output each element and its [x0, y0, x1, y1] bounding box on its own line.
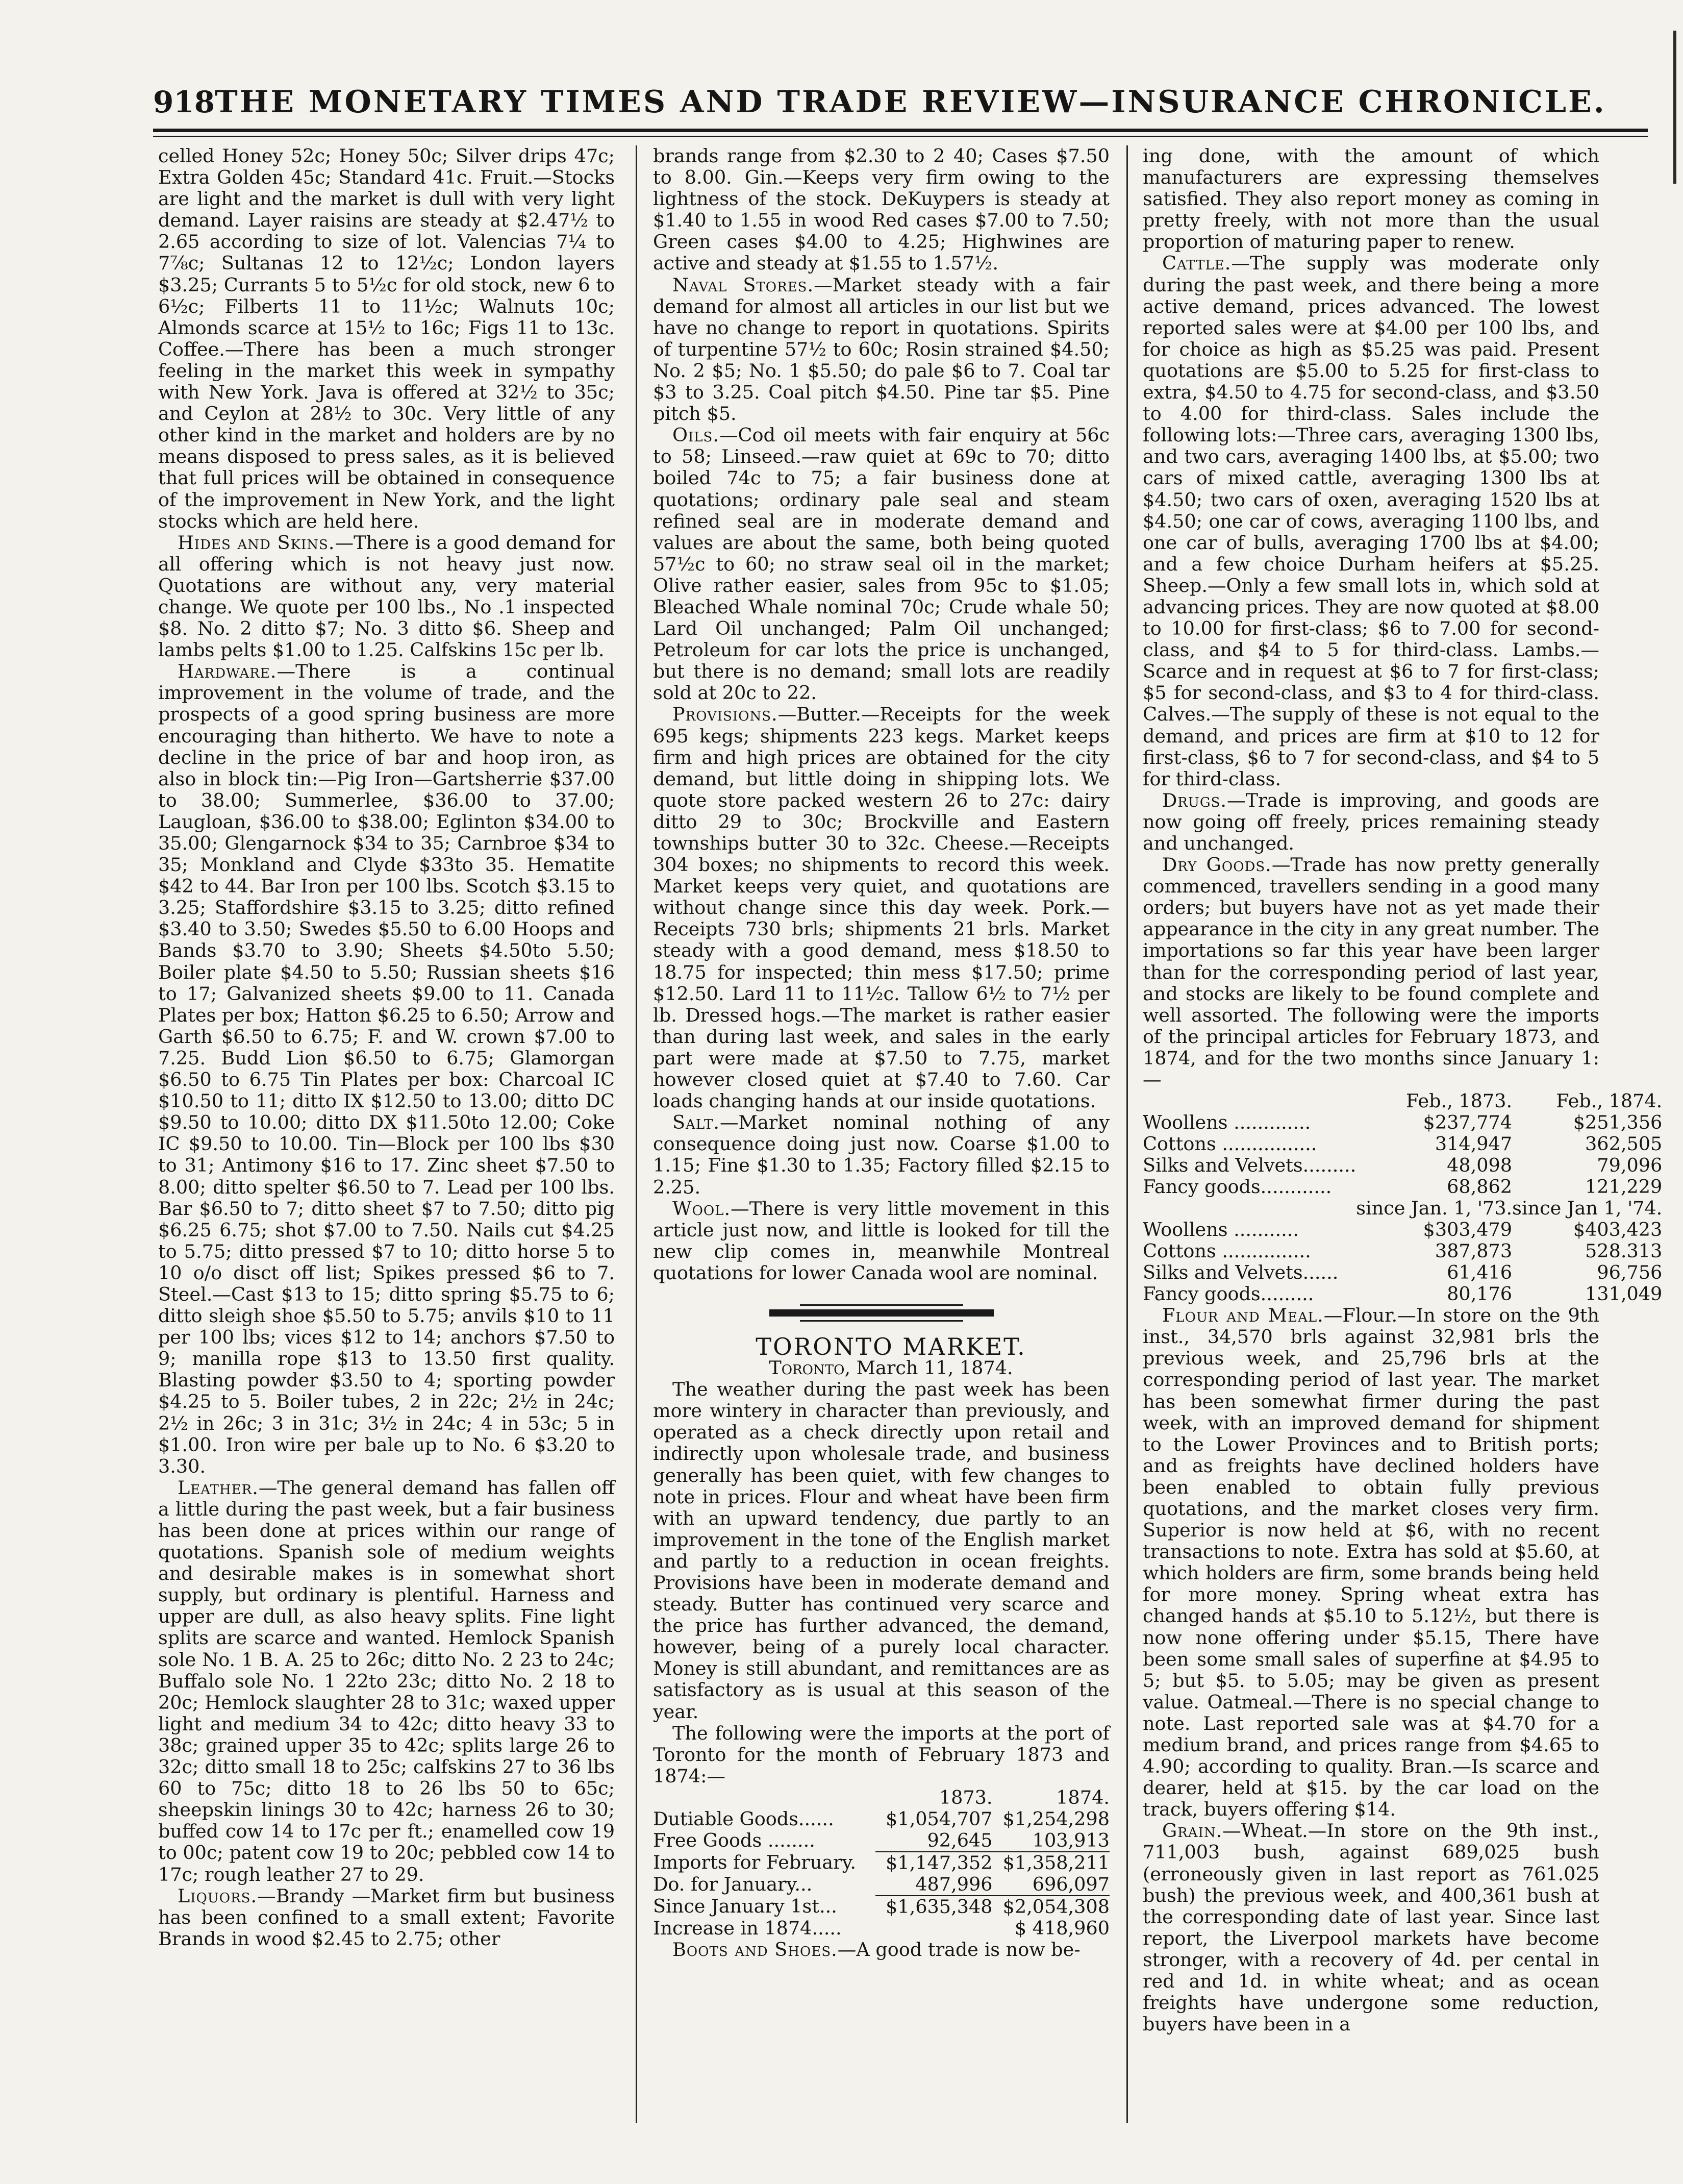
table-row: Silks and Velvets......... 48,098 79,096	[1143, 1154, 1663, 1177]
table-row: Increase in 1874..... $ 418,960	[653, 1917, 1110, 1939]
running-head: THE MONETARY TIMES AND TRADE REVIEW—INSURANCE CHRONICLE.	[215, 84, 1606, 120]
market-paragraph: Boots and Shoes.—A good trade is now be-	[672, 1938, 1081, 1960]
header-rule-thin	[153, 136, 1648, 137]
table-row: Fancy goods......... 80,176 131,049	[1143, 1283, 1663, 1305]
page-edge-mark	[1673, 31, 1676, 184]
table-header-row	[653, 1787, 1110, 1808]
section-heading: TORONTO MARKET.	[756, 1332, 1026, 1360]
table-header: 1873.	[939, 1786, 993, 1808]
market-paragraph: Drugs.—Trade is improving, and goods are now going off freely, prices remaining steady and unchanged.	[1143, 789, 1599, 854]
market-paragraph: Cattle.—The supply was moderate only during the past week, and there being a more active demand, prices advanced. The lowest reported sales were at $4.00 per 100 lbs, and for choice as high as $5.25 was paid. Present quotations are $5.00 to 5.25 for first-class to extra, $4.50 to 4.75 for second-class, and $3.50 to 4.00 for third-class. Sales include the following lots:—Three cars, averaging 1300 lbs, and two cars, averaging 1400 lbs, at $5.00; two cars of mixed cattle, averaging 1300 lbs at $4.50; two cars of oxen, averaging 1520 lbs at $4.50; one car of cows, averaging 1100 lbs, and one car of bulls, averaging 1700 lbs at $4.00; and a few choice Durham heifers at $5.25. Sheep.—Only a few small lots in, which sold at advancing prices. They are now quoted at $8.00 to 10.00 for first-class; $6 to 7.00 for second-class, and $4 to 5 for third-class. Lambs.—Scarce and in request at $6 to 7 for first-class; $5 for second-class, and $3 to 4 for third-class. Calves.—The supply of these is not equal to the demand, and prices are firm at $10 to 12 for first-class, $6 to 7 for second-class, and $4 to 5 for third-class.	[1143, 252, 1600, 790]
table-row: Fancy goods............ 68,862 121,229	[1143, 1176, 1663, 1198]
table-row: Imports for February. $1,147,352 $1,358,211	[653, 1851, 1110, 1874]
dateline: Toronto, March 11, 1874.	[769, 1357, 1013, 1379]
table-row: Dutiable Goods...... $1,054,707 $1,254,298	[653, 1807, 1110, 1830]
market-paragraph: Hardware.—There is a continual improvement in the volume of trade, and the prospects of a good spring business are more encouraging than hitherto. We have to note a decline in the price of bar and hoop iron, as also in block tin:—Pig Iron—Gartsherrie $37.00 to 38.00; Summerlee, $36.00 to 37.00; Laugloan, $36.00 to $38.00; Eglinton $34.00 to 35.00; Glengarnock $34 to 35; Carnbroe $34 to 35; Monkland and Clyde $33to 35. Hematite $42 to 44. Bar Iron per 100 lbs. Scotch $3.15 to 3.25; Staffordshire $3.15 to 3.25; ditto refined $3.40 to 3.50; Swedes $5.50 to 6.00 Hoops and Bands $3.70 to 3.90; Sheets $4.50to 5.50; Boiler plate $4.50 to 5.50; Russian sheets $16 to 17; Galvanized sheets $9.00 to 11. Canada Plates per box; Hatton $6.25 to 6.50; Arrow and Garth $6.50 to 6.75; F. and W. crown $7.00 to 7.25. Budd Lion $6.50 to 6.75; Glamorgan $6.50 to 6.75 Tin Plates per box: Charcoal IC $10.50 to 11; ditto IX $12.50 to 13.00; ditto DC $9.50 to 10.00; ditto DX $11.50to 12.00; Coke IC $9.50 to 10.00. Tin—Block per 100 lbs $30 to 31; Antimony $16 to 17. Zinc sheet $7.50 to 8.00; ditto spelter $6.50 to 7. Lead per 100 lbs. Bar $6.50 to 7; ditto sheet $7 to 7.50; ditto pig $6.25 6.75; shot $7.00 to 7.50. Nails cut $4.25 to 5.75; ditto pressed $7 to 10; ditto horse 5 to 10 o/o disct off list; Spikes pressed $6 to 7. Steel.—Cast $13 to 15; ditto spring $5.75 to 6; ditto sleigh shoe $5.50 to 5.75; anvils $10 to 11 per 100 lbs; vices $12 to 14; anchors $7.50 to 9; manilla rope $13 to 13.50 first quality. Blasting powder $3.50 to 4; sporting powder $4.25 to 5. Boiler tubes, 2 in 22c; 2½ in 24c; 2½ in 26c; 3 in 31c; 3½ in 24c; 4 in 53c; 5 in $1.00. Iron wire per bale up to No. 6 $3.20 to 3.30.	[158, 660, 615, 1477]
table-row: Cottons ................ 314,947 362,505	[1143, 1133, 1663, 1155]
table-row: Free Goods ........ 92,645 103,913	[653, 1829, 1110, 1852]
table-header: since Jan. 1, '73.	[1356, 1197, 1513, 1220]
market-paragraph: ing done, with the amount of which manufacturers are expressing themselves satisfied. They also report money as coming in pretty freely, with not more than the usual proportion of maturing paper to renew.	[1143, 145, 1599, 253]
table-row: Woollens ............. $237,774 $251,356	[1143, 1111, 1663, 1134]
page-header	[153, 71, 1606, 133]
header-rule-thick	[153, 129, 1648, 132]
market-paragraph: Dry Goods.—Trade has now pretty generally commenced, travellers sending in a good many orders; but buyers have not as yet made their appearance in the city in any great number. The importations so far this year have been larger than for the corresponding period of last year, and stocks are likely to be found complete and well assorted. The following were the imports of the principal articles for February 1873, and 1874, and for the two months since January 1:—	[1143, 854, 1599, 1091]
market-paragraph: Salt.—Market nominal nothing of any consequence doing just now. Coarse $1.00 to 1.15; Fine $1.30 to 1.35; Factory filled $2.15 to 2.25.	[653, 1111, 1110, 1198]
market-paragraph: Flour and Meal.—Flour.—In store on the 9th inst., 34,570 brls against 32,981 brls the previous week, and 25,796 brls at the corresponding period of last year. The market has been somewhat firmer during the past week, with an improved demand for shipment to the Lower Provinces and to British ports; and as freights have declined holders have been enabled to obtain fully previous quotations, and the market closes very firm. Superior is now held at $6, with no recent transactions to note. Extra has sold at $5.60, at which holders are firm, some brands being held for more money. Spring wheat extra has changed hands at $5.10 to 5.12½, but there is now none offering under $5.15, There have been some small sales of superfine at $4.95 to 5; but $5. to 5.05; may be given as present value. Oatmeal.—There is no special change to note. Last reported sale was at $4.70 for a medium brand, and prices range from $4.65 to 4.90; according to quality. Bran.—Is scarce and dearer, held at $15. by the car load on the track, buyers offering $14.	[1143, 1304, 1599, 1821]
column-rule	[1126, 145, 1128, 2123]
table-header: Feb., 1874.	[1556, 1090, 1663, 1112]
market-paragraph: Grain.—Wheat.—In store on the 9th inst., 711,003 bush, against 689,025 bush (erroneously given in last report as 761.025 bush) the previous week, and 400,361 bush at the corresponding date of last year. Since last report, the Liverpool markets have become stronger, with a recovery of 4d. per cental in red and 1d. in white wheat; and as ocean freights have undergone some reduction, buyers have been in a	[1143, 1820, 1599, 2036]
column-rule	[636, 145, 637, 2123]
column-3	[1143, 145, 1663, 2125]
table-row: Do. for January... 487,996 696,097	[653, 1873, 1110, 1896]
market-paragraph: Leather.—The general demand has fallen off a little during the past week, but a fair business has been done at prices within our range of quotations. Spanish sole of medium weights and desirable makes is in somewhat short supply, but ordinary is plentiful. Harness and upper are dull, as also heavy splits. Fine light splits are scarce and wanted. Hemlock Spanish sole No. 1 B. A. 25 to 26c; ditto No. 2 23 to 24c; Buffalo sole No. 1 22to 23c; ditto No. 2 18 to 20c; Hemlock slaughter 28 to 31c; waxed upper light and medium 34 to 42c; ditto heavy 33 to 38c; grained upper 35 to 42c; splits large 26 to 32c; ditto small 18 to 25c; calfskins 27 to 36 lbs 60 to 75c; ditto 18 to 26 lbs 50 to 65c; sheepskin linings 30 to 42c; harness 26 to 30; buffed cow 14 to 17c per ft.; enamelled cow 19 to 00c; patent cow 19 to 20c; pebbled cow 14 to 17c; rough leather 27 to 29.	[158, 1476, 615, 1885]
table-header: 1874.	[1056, 1786, 1110, 1808]
market-paragraph: Oils.—Cod oil meets with fair enquiry at 56c to 58; Linseed.—raw quiet at 69c to 70; ditto boiled 74c to 75; a fair business done at quotations; ordinary pale seal and steam refined seal are in moderate demand and values are about the same, both being quoted 57½c to 60; no straw seal oil in the market; Olive rather easier, sales from 95c to $1.05; Bleached Whale nominal 70c; Crude whale 50; Lard Oil unchanged; Palm Oil unchanged; Petroleum for car lots the price is unchanged, but there is no demand; small lots are readily sold at 20c to 22.	[653, 424, 1110, 704]
column-2	[653, 145, 1110, 2125]
market-paragraph: Wool.—There is very little movement in this article just now, and little is looked for till the new clip comes in, meanwhile Montreal quotations for lower Canada wool are nominal.	[653, 1197, 1110, 1284]
market-paragraph: celled Honey 52c; Honey 50c; Silver drips 47c; Extra Golden 45c; Standard 41c. Fruit.—Stocks are light and the market is dull with very light demand. Layer raisins are steady at $2.47½ to 2.65 according to size of lot. Valencias 7¼ to 7⅞c; Sultanas 12 to 12½c; London layers $3.25; Currants 5 to 5½c for old stock, new 6 to 6½c; Filberts 11 to 11½c; Walnuts 10c; Almonds scarce at 15½ to 16c; Figs 11 to 13c. Coffee.—There has been a much stronger feeling in the market this week in sympathy with New York. Java is offered at 32½ to 35c; and Ceylon at 28½ to 30c. Very little of any other kind in the market and holders are by no means disposed to press sales, as it is believed that full prices will be obtained in consequence of the improvement in New York, and the light stocks which are held here.	[158, 145, 615, 532]
market-paragraph: Naval Stores.—Market steady with a fair demand for almost all articles in our list but we have no change to report in quotations. Spirits of turpentine 57½ to 60c; Rosin strained $4.50; No. 2 $5; No. 1 $5.50; do pale $6 to 7. Coal tar $3 to 3.25. Coal pitch $4.50. Pine tar $5. Pine pitch $5.	[653, 274, 1110, 425]
table-header-row	[1143, 1198, 1662, 1219]
table-row: Since January 1st... $1,635,348 $2,054,308	[653, 1895, 1110, 1918]
table-row: Cottons ............... 387,873 528.313	[1143, 1240, 1663, 1262]
table-header: since Jan 1, '74.	[1512, 1197, 1663, 1220]
section-ornament	[769, 1304, 994, 1322]
table-header: Feb., 1873.	[1406, 1090, 1513, 1112]
market-paragraph: The weather during the past week has been more wintery in character than previously, and operated as a check directly upon retail and indirectly upon wholesale trade, and business generally has been quiet, with few changes to note in prices. Flour and wheat have been firm with an upward tendency, due partly to an improvement in the tone of the English market and partly to a reduction in ocean freights. Provisions have been in moderate demand and steady. Butter has continued very scarce and the price has further advanced, the demand, however, being of a purely local character. Money is still abundant, and remittances are as satisfactory as is usual at this season of the year.	[653, 1378, 1110, 1723]
table-row: Silks and Velvets...... 61,416 96,756	[1143, 1261, 1663, 1284]
column-1	[158, 145, 615, 2125]
market-paragraph: Provisions.—Butter.—Receipts for the week 695 kegs; shipments 223 kegs. Market keeps firm and high prices are obtained for the city demand, but little doing in shipping lots. We quote store packed western 26 to 27c: dairy ditto 29 to 30c; Brockville and Eastern townships butter 30 to 32c. Cheese.—Receipts 304 boxes; no shipments to record this week. Market keeps very quiet, and quotations are without change since this day week. Pork.—Receipts 730 brls; shipments 21 brls. Market steady with a good demand, mess $18.50 to 18.75 for inspected; thin mess $17.50; prime $12.50. Lard 11 to 11½c. Tallow 6½ to 7½ per lb. Dressed hogs.—The market is rather easier than during last week, and sales in the early part were made at $7.50 to 7.75, market however closed quiet at $7.40 to 7.60. Car loads changing hands at our inside quotations.	[653, 703, 1110, 1112]
imports-table	[653, 1787, 1110, 1939]
page-number: 918	[153, 85, 215, 119]
market-paragraph: brands range from $2.30 to 2 40; Cases $7.50 to 8.00. Gin.—Keeps very firm owing to the lightness of the stock. DeKuypers is steady at $1.40 to 1.55 in wood Red cases $7.00 to 7.50; Green cases $4.00 to 4.25; Highwines are active and steady at $1.55 to 1.57½.	[653, 145, 1110, 275]
table-header-row	[1143, 1090, 1662, 1112]
market-paragraph: Hides and Skins.—There is a good demand for all offering which is not heavy just now. Quotations are without any, very material change. We quote per 100 lbs., No .1 inspected $8. No. 2 ditto $7; No. 3 ditto $6. Sheep and lambs pelts $1.00 to 1.25. Calfskins 15c per lb.	[158, 531, 615, 661]
market-paragraph: The following were the imports at the port of Toronto for the month of February 1873 and 1874:—	[653, 1722, 1110, 1787]
market-paragraph: Liquors.—Brandy —Market firm but business has been confined to a small extent; Favorite Brands in wood $2.45 to 2.75; other	[158, 1884, 615, 1950]
dry-goods-february-table	[1143, 1090, 1662, 1305]
table-row: Woollens ........... $303,479 $403,423	[1143, 1219, 1663, 1241]
